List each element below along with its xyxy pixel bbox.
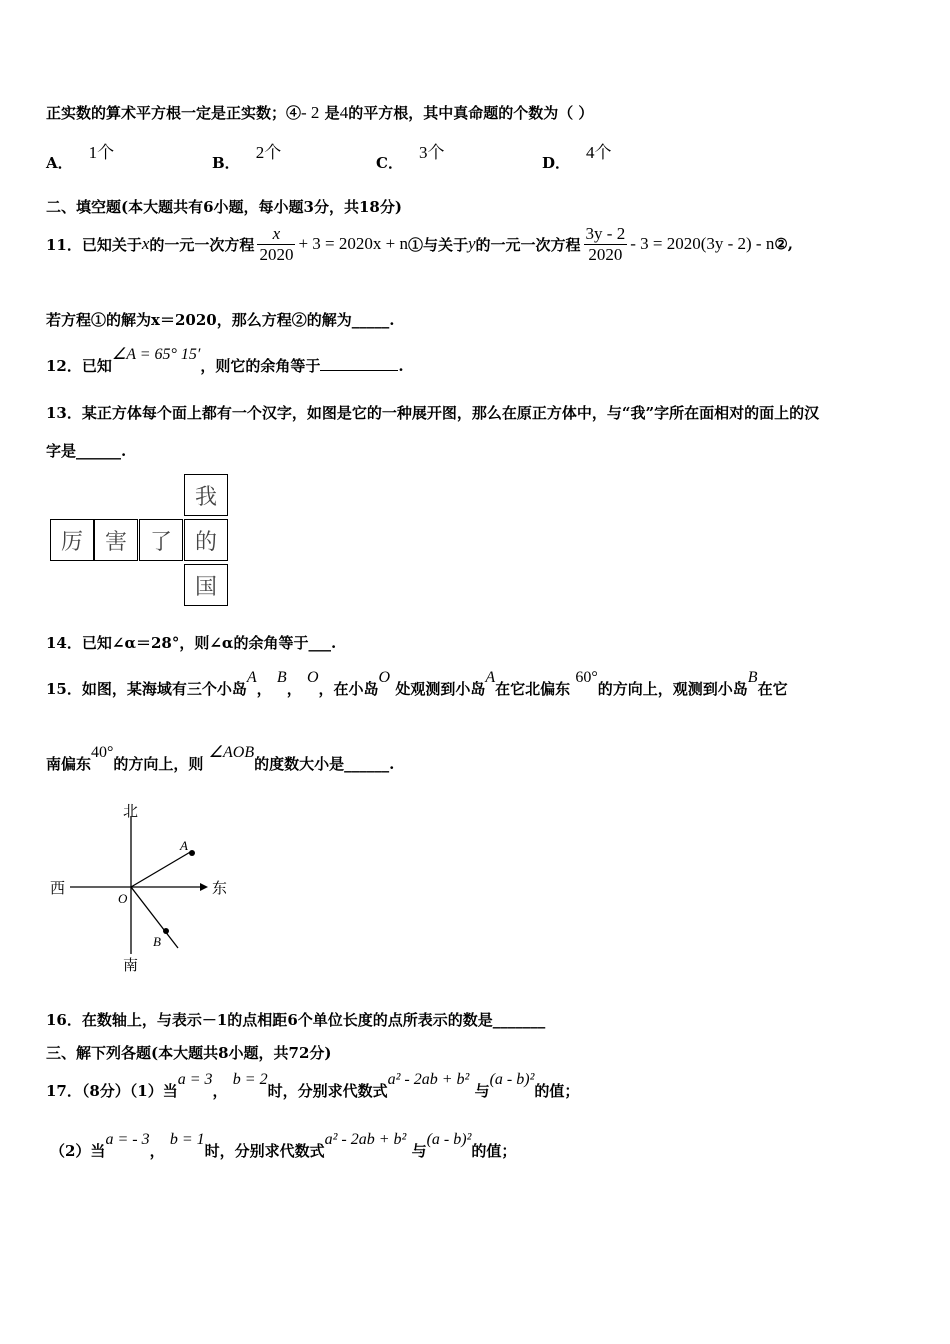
section-3-heading: 三、解下列各题(本大题共8小题，共72分) [46,1044,332,1062]
origin-label: O [118,891,128,906]
south-label: 南 [123,956,139,974]
q10-line: 正实数的算术平方根一定是正实数；④- 2 是4的平方根，其中真命题的个数为（ ） [46,103,594,122]
cube-face-wo: 我 [184,474,228,516]
option-a[interactable]: A．1个 [46,143,115,172]
q11-fraction-2: $\frac{3y - 2}{2020}$ [585,223,626,264]
q13-line2: 字是______. [46,442,127,460]
q11-fraction-1: $\frac{x}{2020}$ [259,223,294,264]
q11-line1: 11．已知关于 x 的一元一次方程 $\frac{x}{2020}$ + 3 = 2020x + n ①与关于 y 的一元一次方程 $\frac{3y - 2}{2020}$ - 3 = 2020(3y - 2) - n ②, [46,223,794,264]
cube-face-guo: 国 [184,564,228,606]
west-label: 西 [50,879,66,897]
option-d[interactable]: D．4个 [542,143,612,172]
east-arrow-icon [200,883,208,891]
cube-face-hai: 害 [94,519,138,561]
section-2-heading: 二、填空题(本大题共有6小题，每小题3分，共18分) [46,198,402,216]
east-label: 东 [212,879,228,897]
q14-line: 14．已知∠α＝28°，则∠α的余角等于___. [46,634,337,652]
cube-face-li: 厉 [50,519,94,561]
cube-face-de: 的 [184,519,228,561]
cube-net [50,474,230,608]
q17-line2: （2）当a = - 3， b = 1时，分别求代数式a² - 2ab + b² 与(a - b)²的值； [50,1131,517,1160]
q11-line2: 若方程①的解为x＝2020，那么方程②的解为_____. [46,311,395,329]
q12-answer-blank[interactable] [320,356,398,371]
q15-line2: 南偏东40°的方向上，则 ∠AOB的度数大小是______. [46,744,395,773]
north-label: 北 [123,802,139,820]
a-label: A [180,838,188,853]
q15-line1: 15．如图，某海域有三个小岛A， B， O，在小岛O 处观测到小岛A在它北偏东 60°的方向上，观测到小岛B在它 [46,669,788,698]
point-a [189,850,195,856]
option-c[interactable]: C．3个 [376,143,445,172]
q16-line: 16．在数轴上，与表示－1的点相距6个单位长度的点所表示的数是_______ [46,1011,546,1029]
q13-line1: 13．某正方体每个面上都有一个汉字，如图是它的一种展开图，那么在原正方体中，与“我”字所在面相对的面上的汉 [46,404,820,422]
point-b [163,928,169,934]
cube-face-le: 了 [139,519,183,561]
q17-line1: 17．（8分）（1）当a = 3， b = 2时，分别求代数式a² - 2ab + b² 与(a - b)²的值； [46,1071,580,1100]
ray-oa [131,851,192,887]
q12-line: 12．已知∠A = 65° 15′，则它的余角等于 . [46,346,404,375]
b-label: B [153,934,161,949]
compass-diagram [40,798,250,976]
option-b[interactable]: B．2个 [212,143,282,172]
